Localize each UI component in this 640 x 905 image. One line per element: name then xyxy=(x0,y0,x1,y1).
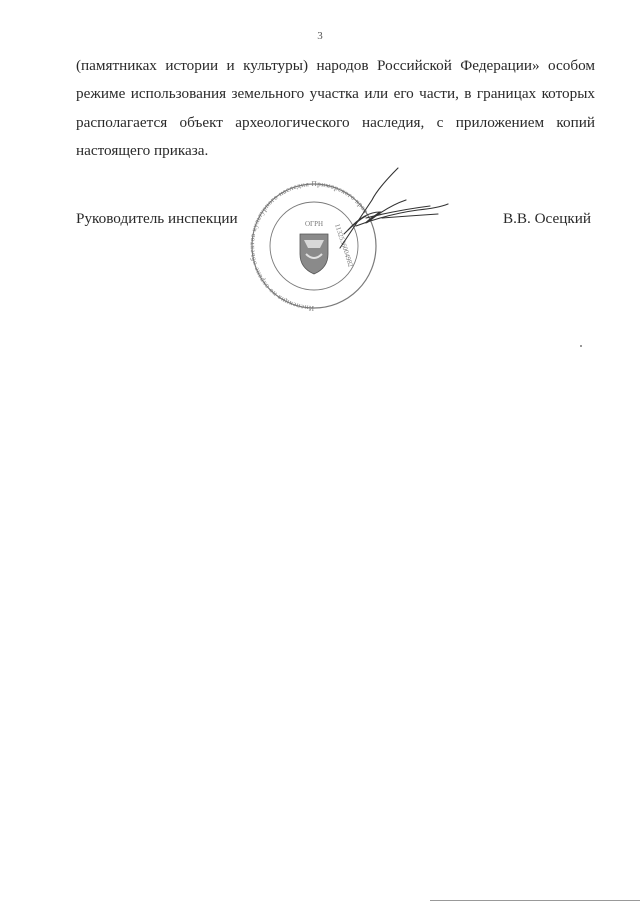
stamp-ogrn-label: ОГРН xyxy=(304,220,324,228)
handwritten-signature xyxy=(340,168,448,248)
stamp-ring-text: Инспекция по охране объектов культурного наследия Приморского края xyxy=(248,179,370,313)
footer-line xyxy=(430,900,640,901)
page-number: 3 xyxy=(317,30,323,42)
scan-dot xyxy=(580,345,582,347)
signatory-name: В.В. Осецкий xyxy=(502,210,591,227)
official-stamp xyxy=(248,160,458,320)
coat-of-arms-icon xyxy=(300,234,328,274)
signatory-title: Руководитель инспекции xyxy=(76,210,238,227)
body-paragraph: (памятниках истории и культуры) народов Российской Федерации» особом режиме использования земельного участка или его части, в границах которых располагается объект археологического наследия, с приложением копий настоящего приказа. xyxy=(76,57,595,159)
stamp-ogrn-number: 1132536004982 xyxy=(333,222,355,269)
